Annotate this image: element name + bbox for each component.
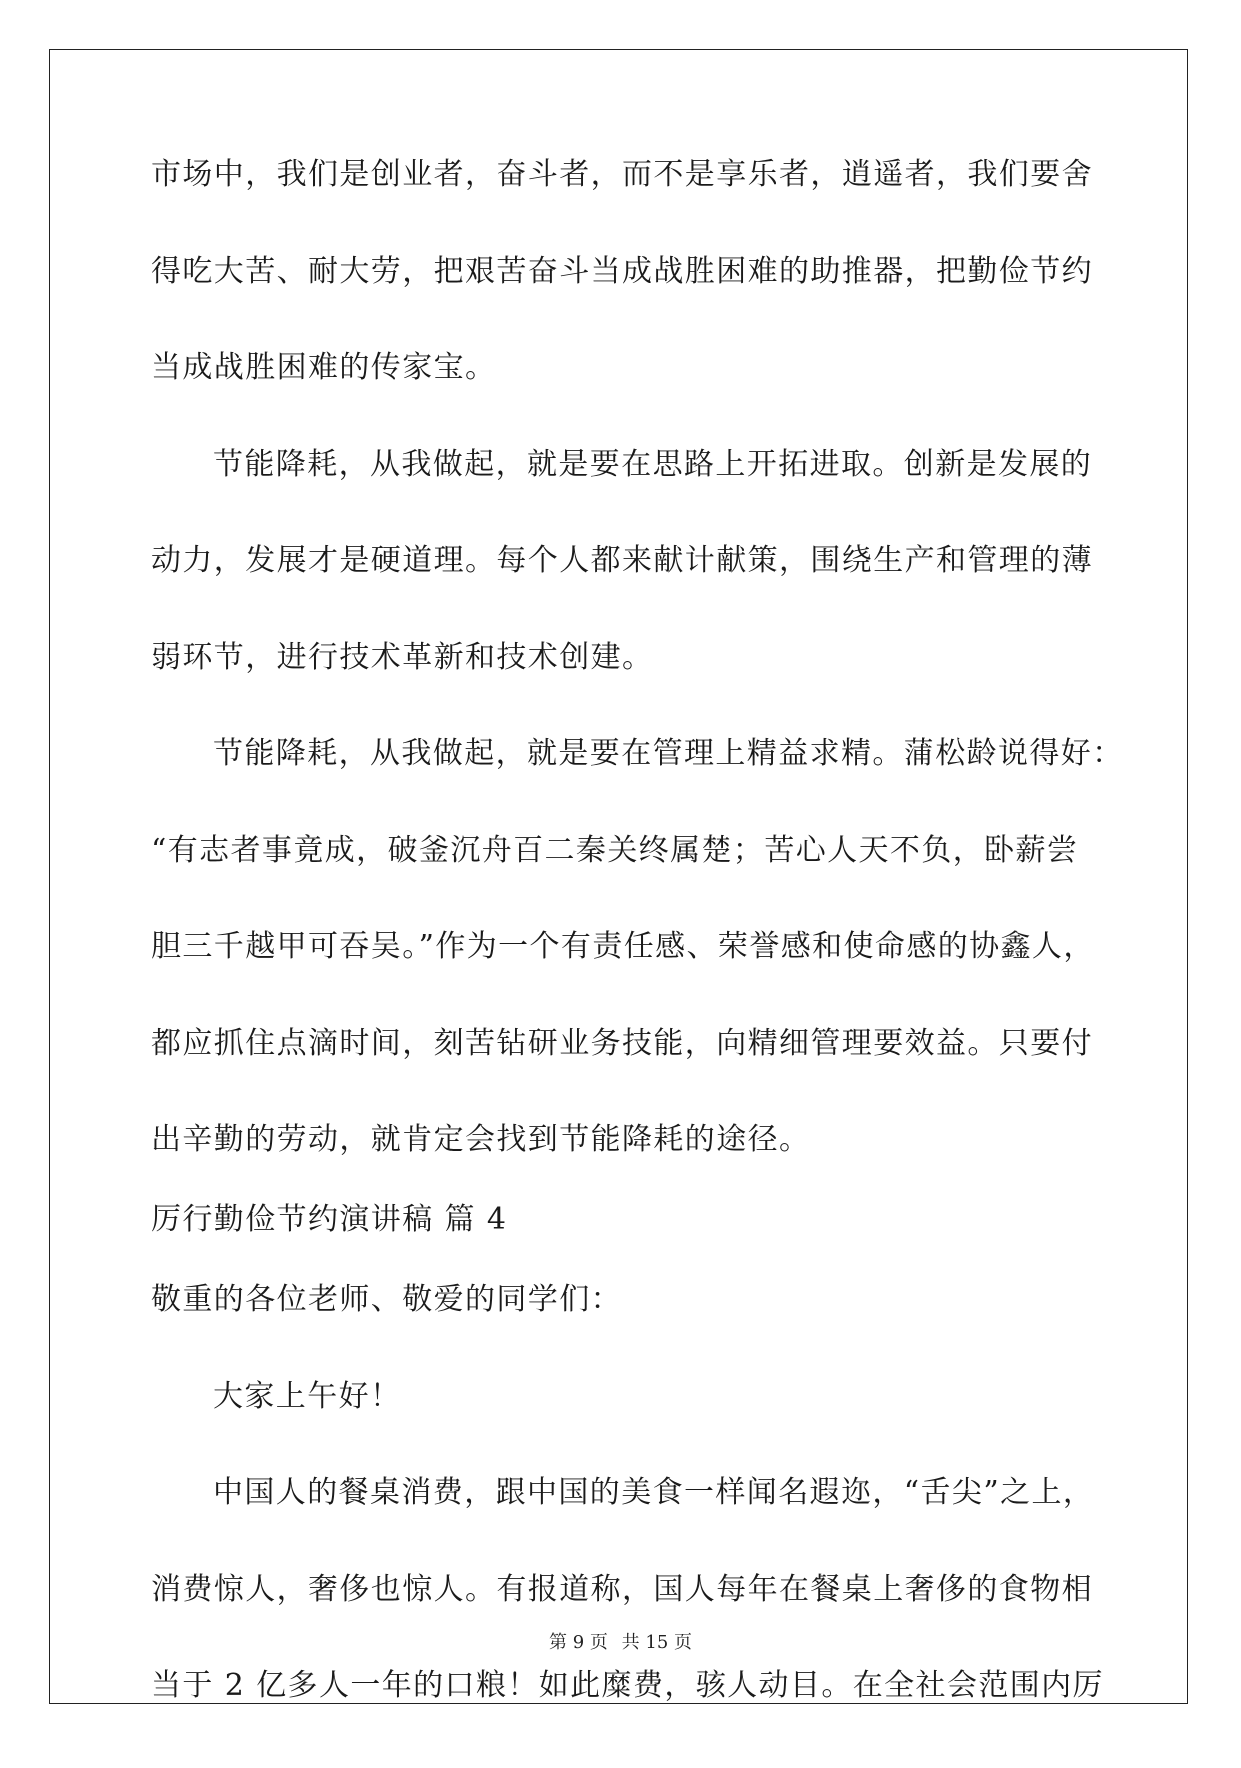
section-heading: 厉行勤俭节约演讲稿 篇 4 xyxy=(151,1202,508,1237)
text-line-6: 弱环节，进行技术革新和技术创建。 xyxy=(151,639,654,675)
text-line-9: 胆三千越甲可吞吴。”作为一个有责任感、荣誉感和使命感的协鑫人， xyxy=(151,929,1095,964)
page-total: 共 15 页 xyxy=(621,1632,692,1653)
page-footer xyxy=(0,1633,1241,1653)
text-line-3: 当成战胜困难的传家宝。 xyxy=(151,350,497,385)
salutation: 敬重的各位老师、敬爱的同学们： xyxy=(151,1282,622,1317)
text-line-17: 当于 2 亿多人一年的口粮！如此糜费，骇人动目。在全社会范围内厉 xyxy=(151,1668,1104,1703)
text-line-2: 得吃大苦、耐大劳，把艰苦奋斗当成战胜困难的助推器，把勤俭节约 xyxy=(151,253,1093,289)
text-line-16: 消费惊人，奢侈也惊人。有报道称，国人每年在餐桌上奢侈的食物相 xyxy=(151,1571,1093,1607)
page-number: 第 9 页 xyxy=(549,1632,608,1653)
text-line-15: 中国人的餐桌消费，跟中国的美食一样闻名遐迩，“舌尖”之上， xyxy=(213,1475,1095,1510)
text-line-10: 都应抓住点滴时间，刻苦钻研业务技能，向精细管理要效益。只要付 xyxy=(151,1025,1093,1061)
text-line-11: 出辛勤的劳动，就肯定会找到节能降耗的途径。 xyxy=(151,1122,811,1157)
text-line-8: “有志者事竟成，破釜沉舟百二秦关终属楚；苦心人天不负，卧薪尝 xyxy=(151,832,1079,868)
greeting: 大家上午好！ xyxy=(213,1378,402,1414)
text-line-7: 节能降耗，从我做起，就是要在管理上精益求精。蒲松龄说得好： xyxy=(213,736,1124,771)
document-body xyxy=(151,157,1124,1768)
text-line-5: 动力，发展才是硬道理。每个人都来献计献策，围绕生产和管理的薄 xyxy=(151,543,1093,578)
text-line-1: 市场中，我们是创业者，奋斗者，而不是享乐者，逍遥者，我们要舍 xyxy=(151,157,1093,192)
text-line-4: 节能降耗，从我做起，就是要在思路上开拓进取。创新是发展的 xyxy=(213,446,1093,482)
